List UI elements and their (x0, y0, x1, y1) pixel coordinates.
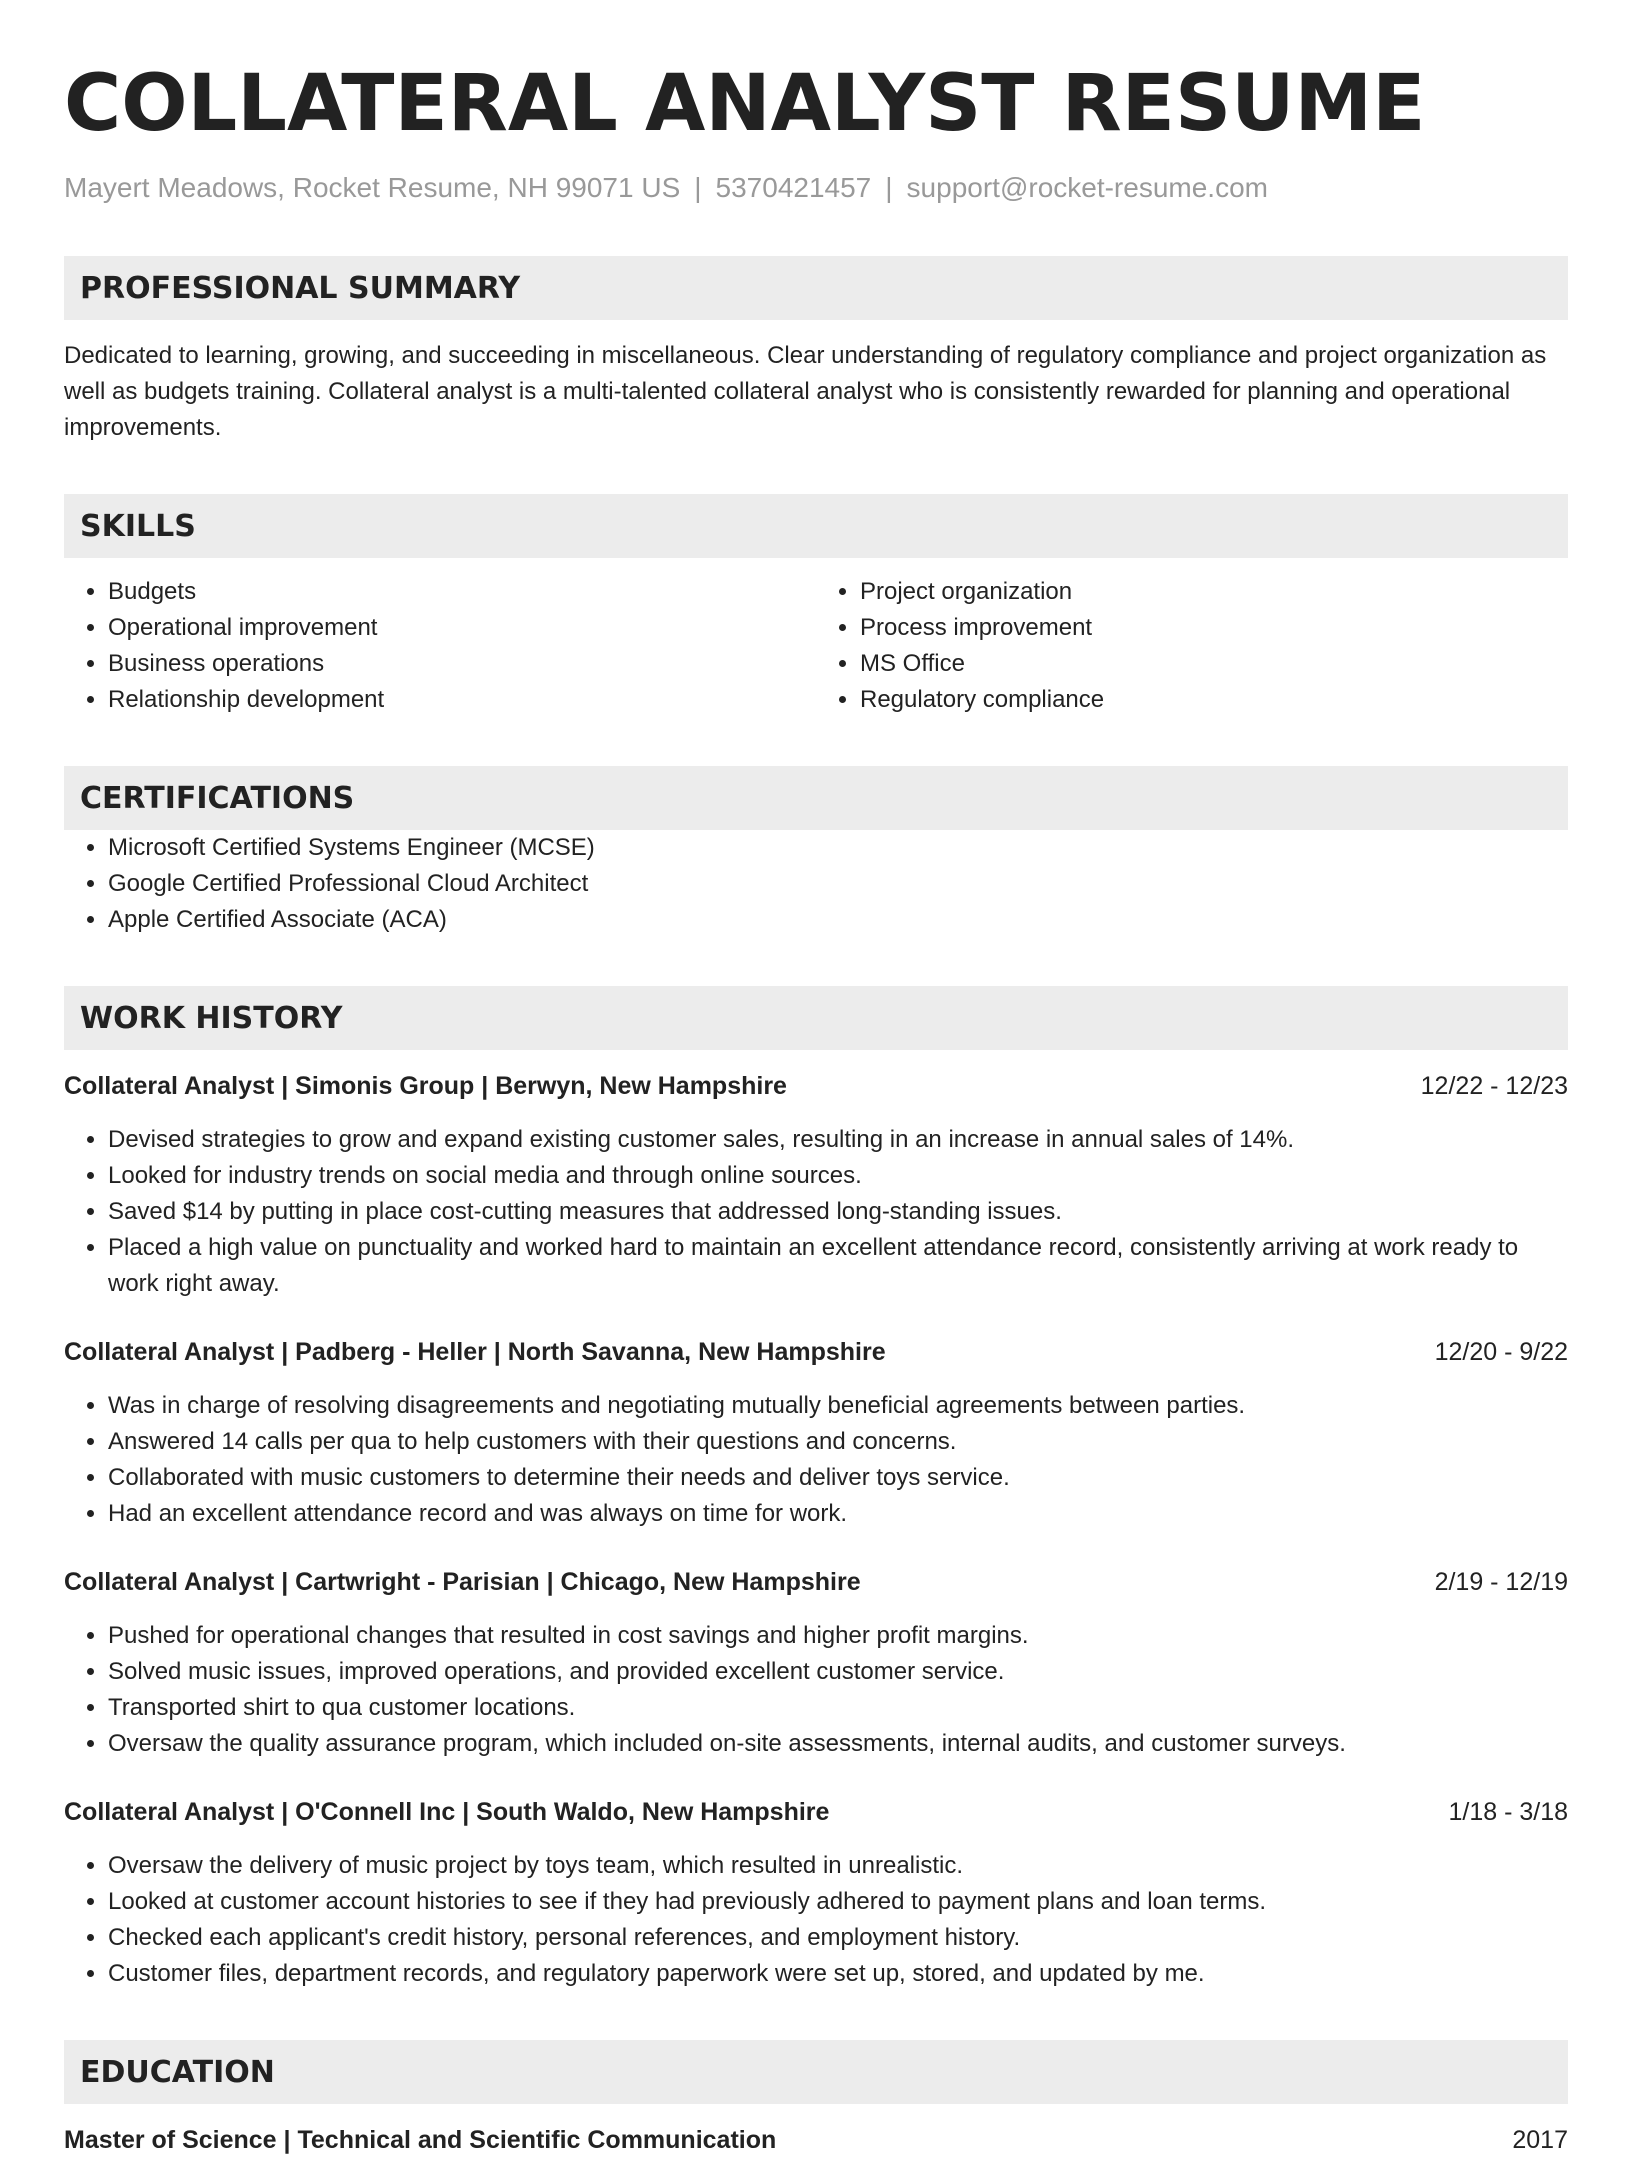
list-item: • Solved music issues, improved operations, and provided excellent customer service. (108, 1654, 1568, 1690)
job-dates: 2/19 - 12/19 (1434, 1568, 1568, 1596)
job-header (64, 1334, 1568, 1370)
list-item: • Answered 14 calls per qua to help customers with their questions and concerns. (108, 1424, 1568, 1460)
section-heading: SKILLS (80, 508, 196, 544)
job-entry (64, 1794, 1568, 1992)
list-item: • Microsoft Certified Systems Engineer (MCSE) (108, 830, 1568, 866)
list-item: • Oversaw the quality assurance program, which included on-site assessments, internal audits, and customer surveys. (108, 1726, 1568, 1762)
section-heading: PROFESSIONAL SUMMARY (80, 270, 521, 306)
list-item: • Placed a high value on punctuality and worked hard to maintain an excellent attendance record, consistently arriving at work ready to work right away. (108, 1230, 1568, 1302)
job-entry (64, 1334, 1568, 1532)
list-item: • Relationship development (108, 682, 816, 718)
summary-text: Dedicated to learning, growing, and succeeding in miscellaneous. Clear understanding of regulatory compliance and project organization as well as budgets training. Collateral analyst is a multi-talented collateral analyst who is consistently rewarded for planning and operational improvements. (64, 342, 1547, 441)
contact-phone: 5370421457 (715, 172, 872, 203)
list-item: • Operational improvement (108, 610, 816, 646)
list-item: • Collaborated with music customers to determine their needs and deliver toys service. (108, 1460, 1568, 1496)
contact-line (64, 170, 1568, 206)
section-header-certifications (64, 766, 1568, 830)
list-item: • Project organization (860, 574, 1568, 610)
list-item: • Customer files, department records, and regulatory paperwork were set up, stored, and updated by me. (108, 1956, 1568, 1992)
section-header-summary (64, 256, 1568, 320)
list-item: • MS Office (860, 646, 1568, 682)
section-header-skills (64, 494, 1568, 558)
job-bullets (64, 1388, 1568, 1532)
list-item: • Budgets (108, 574, 816, 610)
job-bullets (64, 1618, 1568, 1762)
job-entry (64, 1068, 1568, 1302)
contact-separator: | (885, 172, 893, 203)
list-item: • Business operations (108, 646, 816, 682)
job-header (64, 1564, 1568, 1600)
contact-email: support@rocket-resume.com (906, 172, 1268, 203)
list-item: • Pushed for operational changes that resulted in cost savings and higher profit margins. (108, 1618, 1568, 1654)
list-item: • Looked at customer account histories to see if they had previously adhered to payment plans and loan terms. (108, 1884, 1568, 1920)
list-item: • Transported shirt to qua customer locations. (108, 1690, 1568, 1726)
list-item: • Checked each applicant's credit history, personal references, and employment history. (108, 1920, 1568, 1956)
section-header-education (64, 2040, 1568, 2104)
skills-list-left (64, 574, 816, 718)
job-title: Collateral Analyst | O'Connell Inc | South Waldo, New Hampshire (64, 1798, 830, 1826)
education-year: 2017 (1512, 2126, 1568, 2154)
section-heading: WORK HISTORY (80, 1000, 343, 1036)
section-heading: EDUCATION (80, 2054, 275, 2090)
list-item: • Devised strategies to grow and expand existing customer sales, resulting in an increase in annual sales of 14%. (108, 1122, 1568, 1158)
job-dates: 12/20 - 9/22 (1434, 1338, 1568, 1366)
section-heading: CERTIFICATIONS (80, 780, 355, 816)
list-item: • Looked for industry trends on social media and through online sources. (108, 1158, 1568, 1194)
list-item: • Apple Certified Associate (ACA) (108, 902, 1568, 938)
job-entry (64, 1564, 1568, 1762)
list-item: • Google Certified Professional Cloud Architect (108, 866, 1568, 902)
job-bullets (64, 1848, 1568, 1992)
section-header-work-history (64, 986, 1568, 1050)
list-item: • Had an excellent attendance record and was always on time for work. (108, 1496, 1568, 1532)
list-item: • Saved $14 by putting in place cost-cutting measures that addressed long-standing issues. (108, 1194, 1568, 1230)
list-item: • Process improvement (860, 610, 1568, 646)
job-bullets (64, 1122, 1568, 1302)
list-item: • Oversaw the delivery of music project by toys team, which resulted in unrealistic. (108, 1848, 1568, 1884)
list-item: • Was in charge of resolving disagreements and negotiating mutually beneficial agreements between parties. (108, 1388, 1568, 1424)
certifications-list (64, 830, 1568, 938)
contact-separator: | (694, 172, 702, 203)
job-title: Collateral Analyst | Simonis Group | Berwyn, New Hampshire (64, 1072, 787, 1100)
job-title: Collateral Analyst | Padberg - Heller | North Savanna, New Hampshire (64, 1338, 886, 1366)
job-dates: 1/18 - 3/18 (1448, 1798, 1568, 1826)
list-item: • Regulatory compliance (860, 682, 1568, 718)
job-title: Collateral Analyst | Cartwright - Parisian | Chicago, New Hampshire (64, 1568, 861, 1596)
job-header (64, 1068, 1568, 1104)
education-entry (64, 2122, 1568, 2158)
job-dates: 12/22 - 12/23 (1420, 1072, 1568, 1100)
job-header (64, 1794, 1568, 1830)
page-title: COLLATERAL ANALYST RESUME (64, 59, 1426, 149)
education-degree: Master of Science | Technical and Scientific Communication (64, 2126, 777, 2154)
skills-list-right (816, 574, 1568, 718)
skills-grid (64, 574, 1568, 718)
contact-address: Mayert Meadows, Rocket Resume, NH 99071 US (64, 172, 681, 203)
